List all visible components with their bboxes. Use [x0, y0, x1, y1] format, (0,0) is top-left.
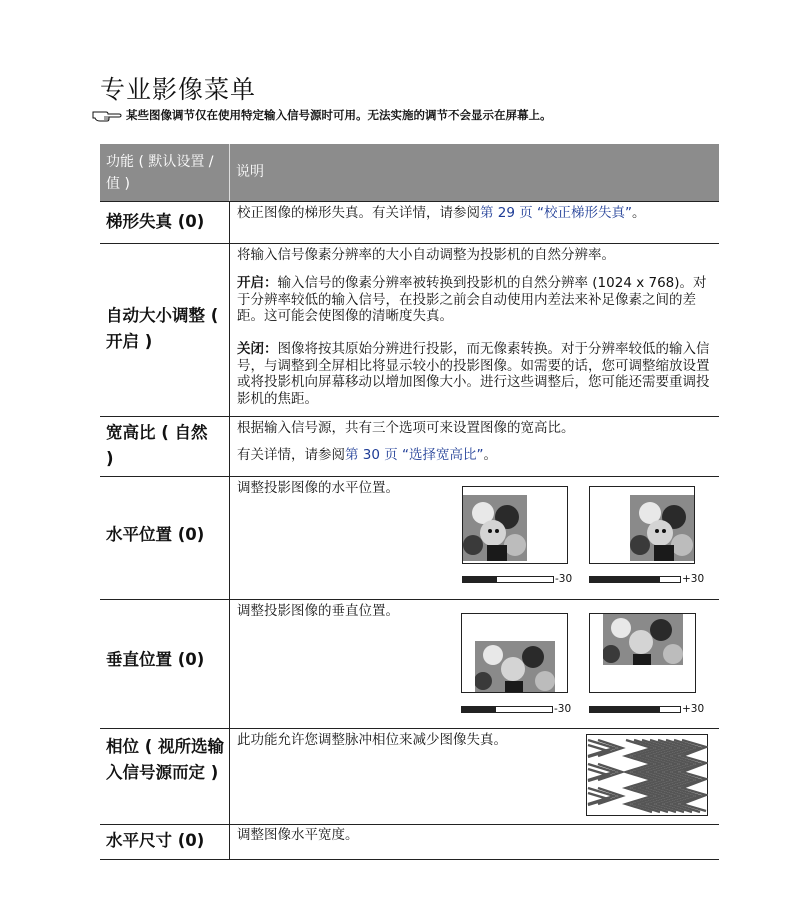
- bar-fill: [590, 707, 660, 712]
- v-position-name: 垂直位置 (0): [106, 650, 205, 669]
- photo-thumbnail: [475, 641, 555, 692]
- h-position-desc: 调整投影图像的水平位置。: [237, 480, 399, 496]
- h-position-bar-right: [589, 576, 681, 583]
- auto-resize-on: 开启：输入信号的像素分辨率被转换到投影机的自然分辨率 (1024 x 768)。对于分辨率较低的输入信号，在投影之前会自动使用内差法来补足像素之间的差距。这可能会使图像的清晰度失真。: [237, 275, 707, 324]
- keystone-link[interactable]: 第 29 页 “校正梯形失真”: [480, 205, 633, 221]
- aspect-name: 宽高比 ( 自然 ): [106, 423, 208, 468]
- v-position-bar-right: [589, 706, 681, 713]
- photo-thumbnail: [630, 495, 694, 561]
- h-position-label-left: -30: [555, 573, 573, 585]
- table-row-phase: [100, 728, 719, 825]
- keystone-desc: 校正图像的梯形失真。有关详情，请参阅第 29 页 “校正梯形失真”。: [237, 205, 646, 221]
- phase-desc: 此功能允许您调整脉冲相位来减少图像失真。: [237, 732, 507, 748]
- page-title: 专业影像菜单: [100, 75, 257, 104]
- aspect-desc1: 根据输入信号源，共有三个选项可来设置图像的宽高比。: [237, 420, 575, 436]
- table-row-auto-resize: [100, 243, 719, 417]
- note-line: [92, 107, 552, 123]
- table-row-aspect: [100, 416, 719, 477]
- h-position-name: 水平位置 (0): [106, 525, 205, 544]
- auto-resize-name: 自动大小调整 ( 开启 ): [106, 306, 219, 351]
- phase-name: 相位 ( 视所选输入信号源而定 ): [106, 737, 225, 782]
- bar-fill: [462, 707, 496, 712]
- bar-fill: [590, 577, 660, 582]
- header-description: 说明: [236, 164, 264, 180]
- auto-resize-intro: 将输入信号像素分辨率的大小自动调整为投影机的自然分辨率。: [237, 247, 615, 263]
- table-header: [100, 144, 719, 202]
- aspect-desc2: 有关详情，请参阅第 30 页 “选择宽高比”。: [237, 447, 498, 463]
- table-row-h-position: [100, 476, 719, 600]
- h-size-desc: 调整图像水平宽度。: [237, 827, 359, 843]
- v-position-desc: 调整投影图像的垂直位置。: [237, 603, 399, 619]
- note-text: 某些图像调节仅在使用特定输入信号源时可用。无法实施的调节不会显示在屏幕上。: [126, 108, 552, 122]
- zigzag-pattern-icon: [586, 734, 708, 816]
- v-position-bar-left: [461, 706, 553, 713]
- header-function: 功能 ( 默认设置 / 值 ): [106, 154, 214, 192]
- table-row-h-size: [100, 824, 719, 860]
- bar-fill: [463, 577, 497, 582]
- photo-thumbnail: [463, 495, 527, 561]
- auto-resize-off: 关闭：图像将按其原始分辨进行投影，而无像素转换。对于分辨率较低的输入信号，与调整到全屏相比将显示较小的投影图像。如需要的话，您可调整缩放设置或将投影机向屏幕移动以增加图像大小。进行这些调整后，您可能还需要重调投影机的焦距。: [237, 341, 710, 407]
- v-position-label-right: +30: [682, 703, 705, 715]
- photo-thumbnail: [603, 614, 683, 665]
- h-size-name: 水平尺寸 (0): [106, 831, 205, 850]
- table-row-v-position: [100, 599, 719, 729]
- v-position-label-left: -30: [554, 703, 572, 715]
- aspect-link[interactable]: 第 30 页 “选择宽高比”: [345, 447, 484, 463]
- keystone-name: 梯形失真 (0): [106, 212, 205, 231]
- h-position-bar-left: [462, 576, 554, 583]
- table-row-keystone: [100, 201, 719, 244]
- h-position-label-right: +30: [682, 573, 705, 585]
- pointing-hand-icon: [92, 108, 122, 122]
